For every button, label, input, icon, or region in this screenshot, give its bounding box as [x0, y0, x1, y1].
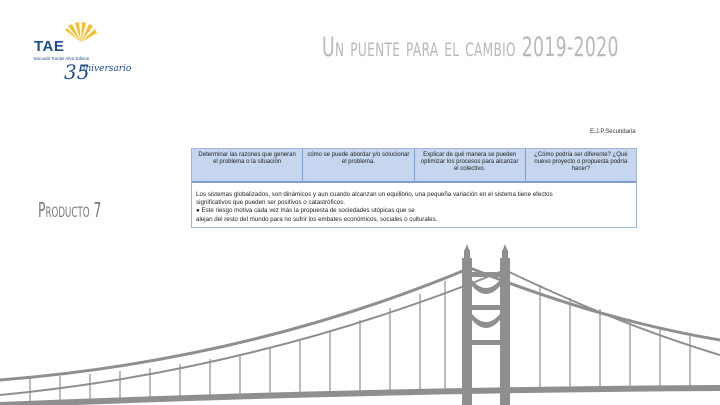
table-header-cell: ¿Cómo podría ser diferente? ¿Qué nuevo proyecto o propuesta podría hacer?: [534, 152, 628, 172]
table-body-line: ● Este riesgo motiva cada vez más la propuesta de sociedades utópicas que se: [196, 207, 415, 215]
table-header-row: [192, 149, 636, 183]
sun-icon: [64, 22, 98, 44]
table-body: [192, 183, 636, 226]
logo-subtitle: Escuela Tomás Alva Edison: [34, 56, 90, 61]
table-header-cell: cómo se puede abordar y/o solucionar el problema.: [303, 149, 414, 181]
table-body-line: Los sistemas globalizados, son dinámicos y aun cuando alcanzan un equilibrio, una pequeña variación en el sistema tiene efectos: [196, 191, 553, 198]
suspension-bridge-illustration: [0, 230, 720, 405]
table-body-line: significativos que pueden ser positivos o catastróficos.: [196, 199, 345, 207]
product-label: Producto 7: [38, 198, 102, 222]
analysis-table: [191, 148, 637, 228]
logo-brand: TAE: [34, 38, 65, 55]
school-logo: [28, 22, 158, 82]
page-title: Un puente para el cambio 2019-2020: [322, 32, 619, 63]
table-header-cell: Explicar de qué manera se pueden optimizar los procesos para alcanzar el colectivo.: [415, 149, 526, 181]
logo-anniversary-word: aniversario: [80, 64, 132, 74]
logo-anniversary-number: 35: [64, 60, 90, 84]
table-header-cell: Determinar las razones que generan el problema o la situación: [192, 149, 303, 181]
document-code: E.J.P.Secundaria: [590, 129, 636, 135]
table-body-line: alejan del resto del mundo para no sufrir los embates económicos, sociales o culturales.: [196, 215, 438, 223]
